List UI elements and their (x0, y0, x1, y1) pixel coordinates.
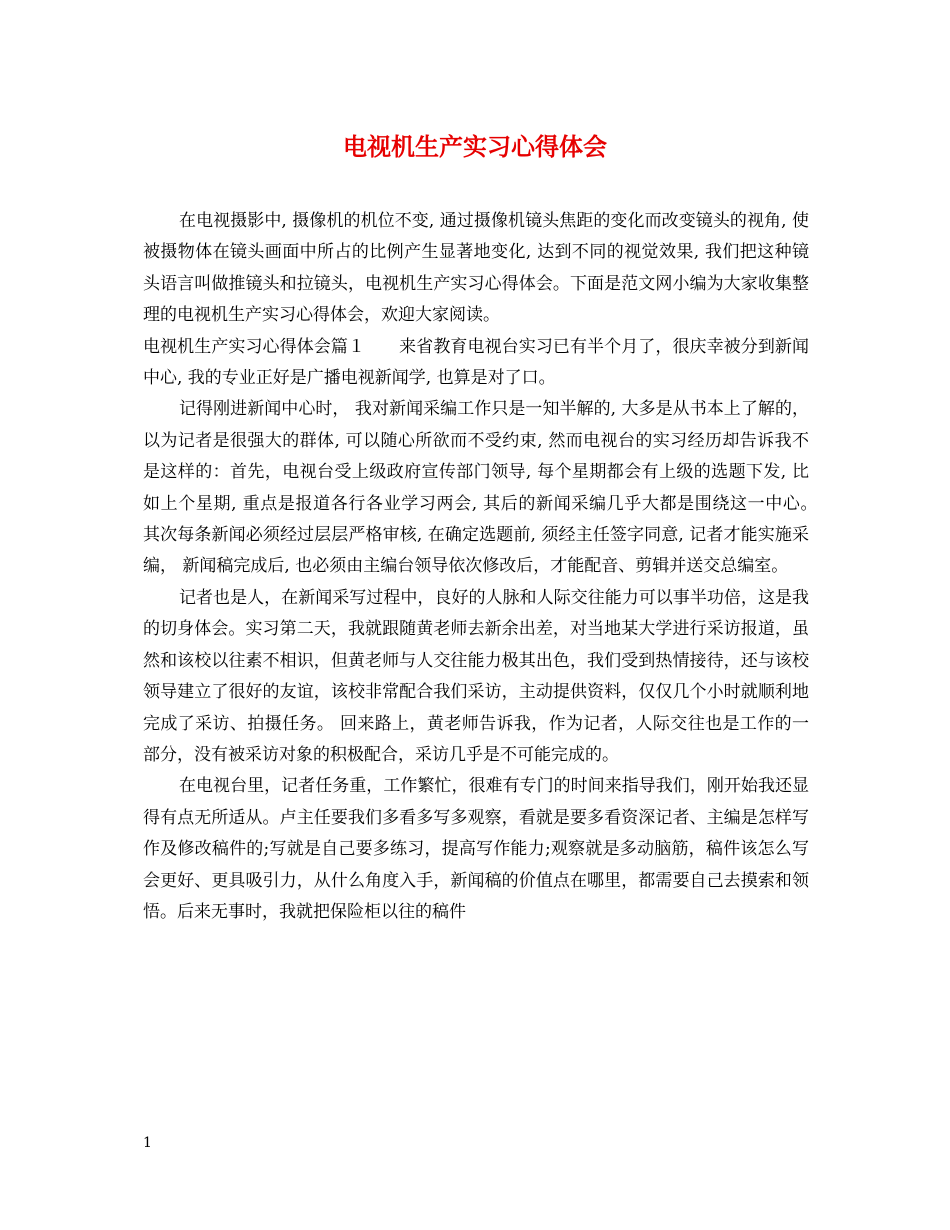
paragraph-body-2: 记者也是人，在新闻采写过程中，良好的人脉和人际交往能力可以事半功倍，这是我的切身体会。实习第二天，我就跟随黄老师去新余出差，对当地某大学进行采访报道，虽然和该校以往素不相识，但黄老师与人交往能力极其出色，我们受到热情接待，还与该校领导建立了很好的友谊，该校非常配合我们采访，主动提供资料，仅仅几个小时就顺利地完成了采访、拍摄任务。 回来路上，黄老师告诉我，作为记者，人际交往也是工作的一部分，没有被采访对象的积极配合，采访几乎是不可能完成的。 (143, 587, 809, 765)
paragraph-body-1: 记得刚进新闻中心时， 我对新闻采编工作只是一知半解的, 大多是从书本上了解的， 以为记者是很强大的群体, 可以随心所欲而不受约束, 然而电视台的实习经历却告诉我不是这样的：首先，电视台受上级政府宣传部门领导, 每个星期都会有上级的选题下发, 比如上个星期, 重点是报道各行各业学习两会, 其后的新闻采编几乎大都是围绕这一中心。 其次每条新闻必须经过层层严格审核, 在确定选题前, 须经主任签字同意, 记者才能实施采编， 新闻稿完成后, 也必须由主编台领导依次修改后，才能配音、剪辑并送交总编室。 (143, 399, 826, 577)
paragraph-heading-1: 电视机生产实习心得体会篇１ 来省教育电视台实习已有半个月了，很庆幸被分到新闻中心, 我的专业正好是广播电视新闻学, 也算是对了口。 (143, 336, 809, 389)
paragraph-intro: 在电视摄影中, 摄像机的机位不变, 通过摄像机镜头焦距的变化而改变镜头的视角, 使被摄物体在镜头画面中所占的比例产生显著地变化, 达到不同的视觉效果, 我们把这种镜头语言叫做推镜头和拉镜头，电视机生产实习心得体会。下面是范文网小编为大家收集整理的电视机生产实习心得体会，欢迎大家阅读。 (143, 211, 809, 326)
document-title: 电视机生产实习心得体会 (343, 132, 607, 161)
document-body (143, 206, 826, 928)
paragraph-body-3: 在电视台里，记者任务重，工作繁忙，很难有专门的时间来指导我们，刚开始我还显得有点无所适从。卢主任要我们多看多写多观察，看就是要多看资深记者、主编是怎样写作及修改稿件的;写就是自己要多练习，提高写作能力;观察就是多动脑筋，稿件该怎么写会更好、更具吸引力，从什么角度入手，新闻稿的价值点在哪里，都需要自己去摸索和领悟。后来无事时，我就把保险柜以往的稿件 (143, 776, 809, 922)
page-number: 1 (143, 1135, 152, 1151)
